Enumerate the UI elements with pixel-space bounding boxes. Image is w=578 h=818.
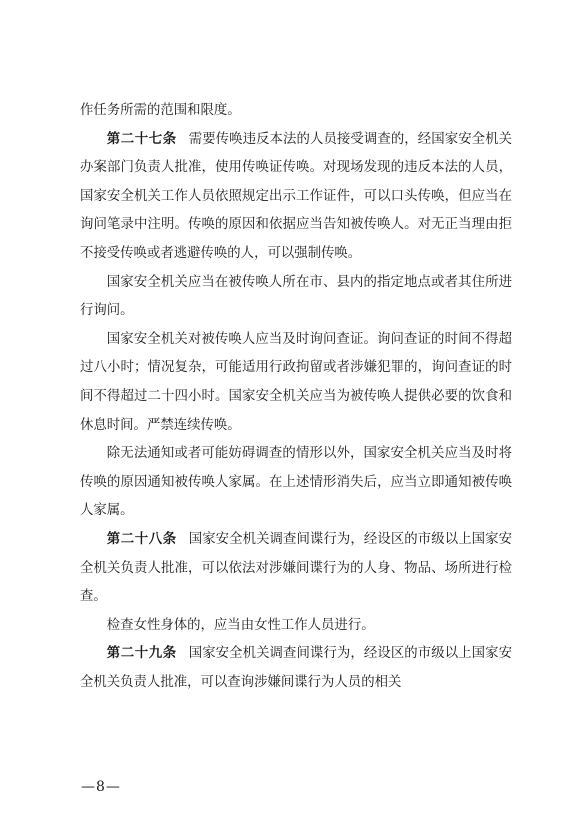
paragraph-text: 国家安全机关调查间谍行为，经设区的市级以上国家安全机关负责人批准，可以查询涉嫌间谍行为人员的相关 <box>80 646 513 690</box>
article-heading: 第二十八条 <box>106 531 177 547</box>
page-number: —8— <box>81 779 121 795</box>
document-body <box>80 97 512 697</box>
paragraph-article-29 <box>80 640 512 697</box>
paragraph-text: 国家安全机关调查间谍行为，经设区的市级以上国家安全机关负责人批准，可以依法对涉嫌间谍行为的人身、物品、场所进行检查。 <box>80 531 513 605</box>
paragraph <box>80 612 512 641</box>
paragraph <box>80 440 512 526</box>
paragraph-continuation <box>80 97 512 126</box>
article-heading: 第二十七条 <box>106 131 177 147</box>
paragraph <box>80 269 512 326</box>
article-heading: 第二十九条 <box>106 646 177 662</box>
paragraph-text: 除无法通知或者可能妨碍调查的情形以外，国家安全机关应当及时将传唤的原因通知被传唤人家属。在上述情形消失后，应当立即通知被传唤人家属。 <box>80 446 512 519</box>
paragraph-article-27 <box>80 126 512 269</box>
paragraph-text: 作任务所需的范围和限度。 <box>80 103 241 118</box>
paragraph-text: 需要传唤违反本法的人员接受调查的，经国家安全机关办案部门负责人批准，使用传唤证传唤。对现场发现的违反本法的人员，国家安全机关工作人员依照规定出示工作证件，可以口头传唤，但应当在询问笔录中注明。传唤的原因和依据应当告知被传唤人。对无正当理由拒不接受传唤或者逃避传唤的人，可以强制传唤。 <box>80 131 513 261</box>
paragraph-article-28 <box>80 526 512 612</box>
paragraph-text: 国家安全机关对被传唤人应当及时询问查证。询问查证的时间不得超过八小时；情况复杂，可能适用行政拘留或者涉嫌犯罪的，询问查证的时间不得超过二十四小时。国家安全机关应当为被传唤人提供必要的饮食和休息时间。严禁连续传唤。 <box>80 331 512 433</box>
paragraph-text: 国家安全机关应当在被传唤人所在市、县内的指定地点或者其住所进行询问。 <box>80 274 512 319</box>
paragraph <box>80 326 512 440</box>
paragraph-text: 检查女性身体的，应当由女性工作人员进行。 <box>106 617 375 633</box>
